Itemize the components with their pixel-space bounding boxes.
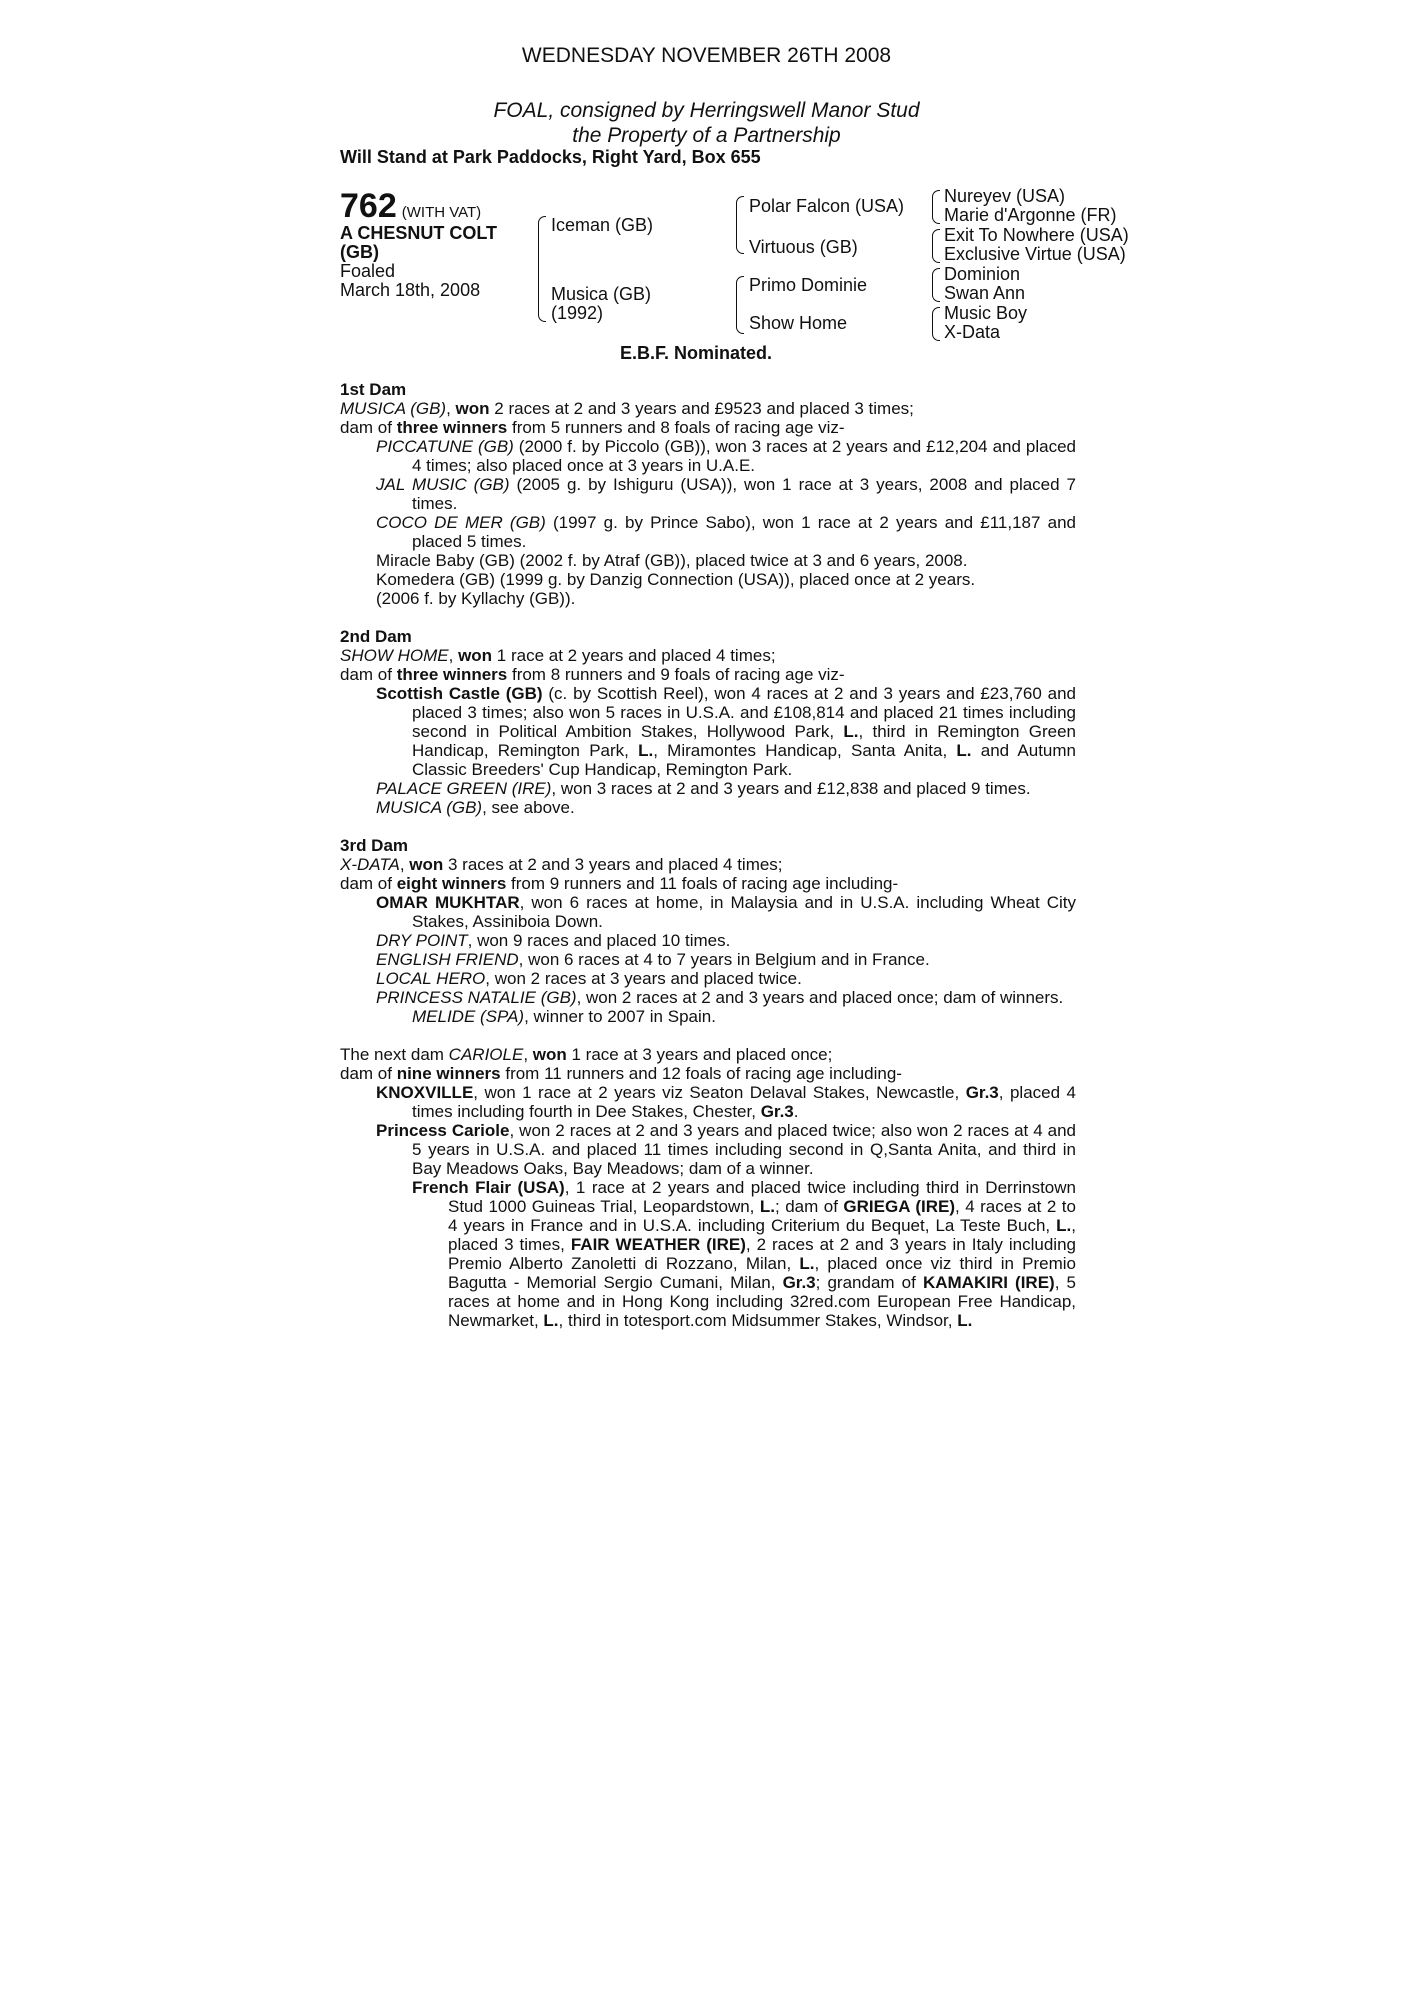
produce-entry [340, 1007, 1076, 1026]
pedigree-g5: Dominion [944, 264, 1021, 284]
dam-name: MUSICA (GB) [340, 399, 447, 418]
produce-entry [340, 513, 1076, 551]
dam-record [340, 646, 1076, 665]
pedigree-g3: Exit To Nowhere (USA) [944, 225, 1129, 245]
produce-summary [340, 1064, 1076, 1083]
horse-name: PRINCESS NATALIE (GB) [376, 988, 577, 1007]
text: , winner to 2007 in Spain. [524, 1007, 716, 1026]
group-mark: Gr.3 [782, 1273, 816, 1292]
text: , Miramontes Handicap, Santa Anita, [653, 741, 957, 760]
produce-entry [340, 1083, 1076, 1121]
text: , won 2 races at 3 years and placed twice. [485, 969, 802, 988]
section-title: 1st Dam [340, 380, 407, 399]
pedigree-sire-sire: Polar Falcon (USA) [749, 196, 905, 216]
produce-entry [340, 893, 1076, 931]
listed-mark: L. [759, 1197, 775, 1216]
sire-parents-brace [736, 196, 744, 254]
text: , won 2 races at 2 and 3 years and placed once; dam of winners. [576, 988, 1064, 1007]
won-label: won [455, 399, 490, 418]
produce-entry [340, 931, 1076, 950]
pedigree-g6: Swan Ann [944, 283, 1026, 303]
third-dam-section [340, 836, 1076, 1026]
produce-entry [340, 798, 1076, 817]
text: (2005 g. by Ishiguru (USA)), won 1 race at 3 years, 2008 and placed 7 times. [412, 475, 1077, 513]
text: dam of [340, 418, 397, 437]
pedigree-g2: Marie d'Argonne (FR) [944, 205, 1117, 225]
produce-summary [340, 874, 1076, 893]
horse-name: Princess Cariole [376, 1121, 510, 1140]
text: , third in Remington Green Handicap, Remington Park, [412, 722, 1076, 760]
listed-mark: L. [543, 1311, 559, 1330]
text: , won 6 races at home, in Malaysia and in U.S.A. including Wheat City Stakes, Assiniboia Down. [412, 893, 1076, 931]
horse-name: GRIEGA (IRE) [843, 1197, 955, 1216]
horse-name: MUSICA (GB) [376, 798, 483, 817]
produce-entry [340, 1178, 1076, 1330]
horse-name: KNOXVILLE [376, 1083, 474, 1102]
horse-name: OMAR MUKHTAR [376, 893, 520, 912]
winners-count: eight winners [396, 874, 507, 893]
group-mark: Gr.3 [760, 1102, 794, 1121]
listed-mark: L. [843, 722, 859, 741]
produce-summary [340, 418, 1076, 437]
produce-entry: Komedera (GB) (1999 g. by Danzig Connection (USA)), placed once at 2 years. [376, 570, 976, 589]
horse-name: FAIR WEATHER (IRE) [570, 1235, 746, 1254]
dam-name: SHOW HOME [340, 646, 449, 665]
horse-name: JAL MUSIC (GB) [376, 475, 510, 494]
listed-mark: L. [1056, 1216, 1072, 1235]
text: from 8 runners and 9 foals of racing age viz- [507, 665, 845, 684]
horse-name: DRY POINT [376, 931, 468, 950]
sire-dam-brace [538, 216, 546, 322]
group-mark: Gr.3 [965, 1083, 999, 1102]
text: from 11 runners and 12 foals of racing age including- [500, 1064, 902, 1083]
pedigree-dam-year: (1992) [551, 303, 604, 323]
produce-entry [340, 684, 1076, 779]
text: , placed once viz third in Premio Bagutta - Memorial Sergio Cumani, Milan, [448, 1254, 1076, 1292]
horse-name: KAMAKIRI (IRE) [922, 1273, 1055, 1292]
dam-parents-brace [736, 276, 744, 334]
produce-entry: (2006 f. by Kyllachy (GB)). [376, 589, 576, 608]
text: , [448, 646, 459, 665]
listed-mark: L. [956, 741, 972, 760]
listed-mark: L. [957, 1311, 973, 1330]
horse-name: LOCAL HERO [376, 969, 486, 988]
horse-name: French Flair (USA) [412, 1178, 565, 1197]
vat-note: (WITH VAT) [401, 204, 482, 221]
text: , 1 race at 2 years and placed twice including third in Derrinstown Stud 1000 Guineas Trial, Leopardstown, [448, 1178, 1076, 1216]
second-dam-section [340, 627, 1076, 817]
pedigree-g8: X-Data [944, 322, 1001, 342]
pedigree-dam-dam: Show Home [749, 313, 848, 333]
pedigree-g1: Nureyev (USA) [944, 186, 1066, 206]
text: , won 6 races at 4 to 7 years in Belgium and in France. [518, 950, 930, 969]
family-notes [340, 380, 1076, 1349]
pedigree-g7: Music Boy [944, 303, 1028, 323]
dam-name: CARIOLE [448, 1045, 524, 1064]
text: , [399, 855, 410, 874]
horse-name: PICCATUNE (GB) [376, 437, 514, 456]
text: , placed 3 times, [448, 1216, 1076, 1254]
produce-entry [340, 1121, 1076, 1178]
dam-name: X-DATA [340, 855, 400, 874]
lot-number: 762 [340, 187, 397, 225]
text: 1 race at 2 years and placed 4 times; [492, 646, 776, 665]
text: , 5 races at home and in Hong Kong including 32red.com European Free Handicap, Newmarket, [448, 1273, 1076, 1330]
text: , won 1 race at 2 years viz Seaton Delaval Stakes, Newcastle, [473, 1083, 966, 1102]
horse-name: ENGLISH FRIEND [376, 950, 519, 969]
text: , [523, 1045, 533, 1064]
text: , [446, 399, 456, 418]
lot-block [340, 188, 530, 300]
produce-entry [340, 950, 1076, 969]
text: , see above. [482, 798, 575, 817]
pedigree-dam: Musica (GB) [551, 284, 652, 304]
winners-count: three winners [396, 665, 508, 684]
text: , won 2 races at 2 and 3 years and placed twice; also won 2 races at 4 and 5 years in U.S.A. and placed 11 times including second in Q,Santa Anita, and third in Bay Meadows Oaks, Bay Meadows; dam of a winner. [412, 1121, 1076, 1178]
consignor-line: FOAL, consigned by Herringswell Manor Stud [493, 99, 920, 122]
produce-entry [340, 969, 1076, 988]
produce-entry [340, 475, 1076, 513]
produce-entry [340, 437, 1076, 475]
produce-entry [340, 988, 1076, 1007]
section-title: 3rd Dam [340, 836, 409, 855]
produce-entry [340, 779, 1076, 798]
winners-count: three winners [396, 418, 508, 437]
text: , won 9 races and placed 10 times. [467, 931, 731, 950]
property-line: the Property of a Partnership [572, 124, 841, 147]
ebf-note: E.B.F. Nominated. [620, 343, 773, 363]
dam-record [340, 399, 1076, 418]
horse-name: COCO DE MER (GB) [376, 513, 546, 532]
horse-name: Scottish Castle (GB) [376, 684, 543, 703]
next-dam-section [340, 1045, 1076, 1330]
grand-brace-4 [932, 307, 940, 341]
lot-origin: (GB) [340, 242, 379, 262]
text: from 9 runners and 11 foals of racing age including- [506, 874, 899, 893]
section-title: 2nd Dam [340, 627, 412, 646]
text: . [793, 1102, 799, 1121]
winners-count: nine winners [396, 1064, 501, 1083]
horse-name: MELIDE (SPA) [412, 1007, 525, 1026]
text: ; dam of [775, 1197, 844, 1216]
text: (1997 g. by Prince Sabo), won 1 race at 2 years and £11,187 and placed 5 times. [412, 513, 1076, 551]
horse-name: PALACE GREEN (IRE) [376, 779, 552, 798]
text: 1 race at 3 years and placed once; [566, 1045, 833, 1064]
consignor-block [0, 98, 1413, 148]
produce-entry: Miracle Baby (GB) (2002 f. by Atraf (GB)), placed twice at 3 and 6 years, 2008. [376, 551, 968, 570]
pedigree-dam-sire: Primo Dominie [749, 275, 868, 295]
pedigree-g4: Exclusive Virtue (USA) [944, 244, 1126, 264]
text: (c. by Scottish Reel), won 4 races at 2 and 3 years and £23,760 and placed 3 times; also won 5 races in U.S.A. and £108,814 and placed 21 times including second in Political Ambition Stakes, Hollywood Park, [412, 684, 1076, 741]
text: dam of [340, 874, 397, 893]
text: , third in totesport.com Midsummer Stakes, Windsor, [558, 1311, 958, 1330]
foaled-label: Foaled [340, 261, 396, 281]
text: from 5 runners and 8 foals of racing age viz- [507, 418, 845, 437]
won-label: won [409, 855, 444, 874]
pedigree-sire: Iceman (GB) [551, 215, 654, 235]
text: (2000 f. by Piccolo (GB)), won 3 races at 2 years and £12,204 and placed 4 times; also placed once at 3 years in U.A.E. [412, 437, 1076, 475]
sale-date: WEDNESDAY NOVEMBER 26TH 2008 [521, 44, 892, 67]
lot-description: A CHESNUT COLT [340, 223, 497, 243]
listed-mark: L. [799, 1254, 815, 1273]
text: dam of [340, 665, 397, 684]
text: 3 races at 2 and 3 years and placed 4 times; [443, 855, 783, 874]
text: and Autumn Classic Breeders' Cup Handicap, Remington Park. [412, 741, 1076, 779]
stand-location: Will Stand at Park Paddocks, Right Yard, Box 655 [340, 147, 761, 167]
dam-record [340, 1045, 1076, 1064]
grand-brace-3 [932, 268, 940, 302]
text: , placed 4 times including fourth in Dee Stakes, Chester, [412, 1083, 1076, 1121]
text: ; grandam of [815, 1273, 923, 1292]
text: , 4 races at 2 to 4 years in France and in U.S.A. including Criterium du Bequet, La Teste Buch, [448, 1197, 1076, 1235]
text: 2 races at 2 and 3 years and £9523 and placed 3 times; [489, 399, 914, 418]
dam-record [340, 855, 1076, 874]
produce-summary [340, 665, 1076, 684]
text: , 2 races at 2 and 3 years in Italy including Premio Alberto Zanoletti di Rozzano, Milan, [448, 1235, 1076, 1273]
won-label: won [532, 1045, 567, 1064]
first-dam-section [340, 380, 1076, 608]
grand-brace-1 [932, 190, 940, 224]
text: dam of [340, 1064, 397, 1083]
won-label: won [458, 646, 493, 665]
pedigree-sire-dam: Virtuous (GB) [749, 237, 858, 257]
listed-mark: L. [638, 741, 654, 760]
text: The next dam [340, 1045, 449, 1064]
text: , won 3 races at 2 and 3 years and £12,838 and placed 9 times. [551, 779, 1031, 798]
grand-brace-2 [932, 229, 940, 263]
foaled-date: March 18th, 2008 [340, 280, 481, 300]
